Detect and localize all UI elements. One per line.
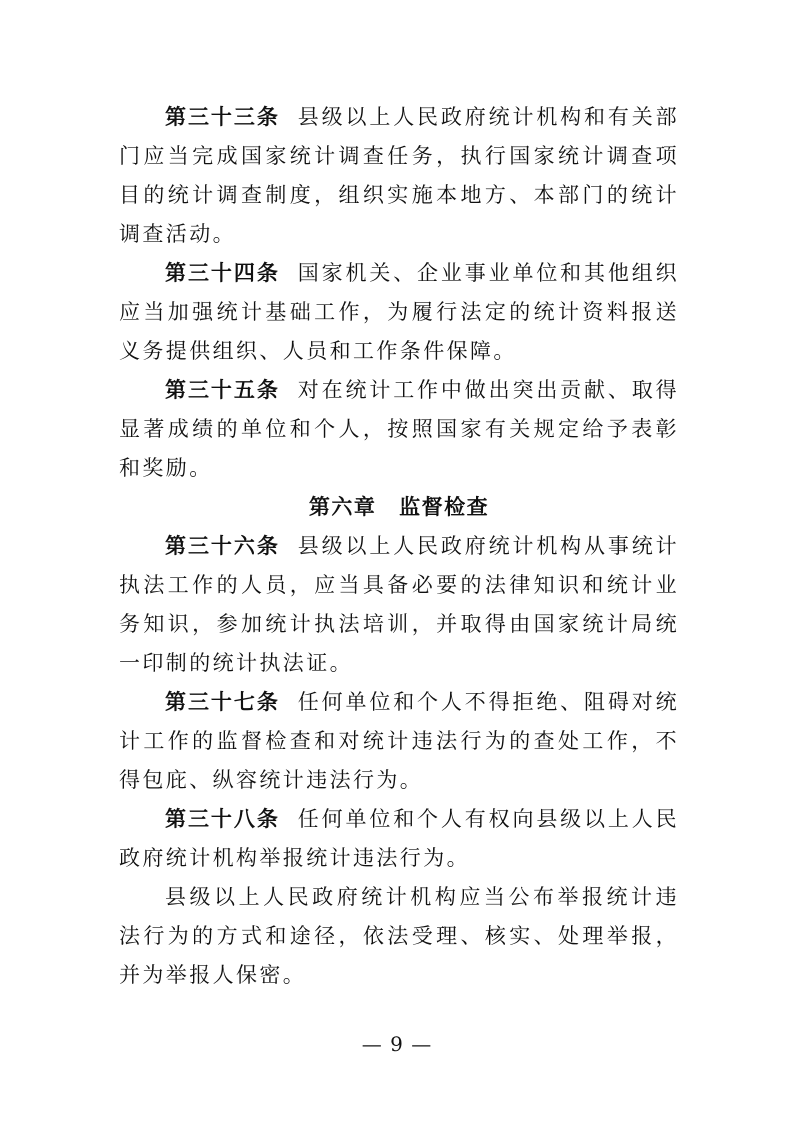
article-38: [119, 800, 679, 878]
article-text: 县级以上人民政府统计机构从事统计执法工作的人员，应当具备必要的法律知识和统计业务知识，参加统计执法培训，并取得由国家统计局统一印制的统计执法证。: [119, 534, 680, 675]
article-number: 第三十五条: [165, 378, 280, 402]
article-text: 任何单位和个人不得拒绝、阻碍对统计工作的监督检查和对统计违法行为的查处工作，不得包庇、纵容统计违法行为。: [119, 690, 680, 792]
article-35: [119, 371, 679, 488]
article-number: 第三十四条: [165, 261, 280, 285]
article-text: 任何单位和个人有权向县级以上人民政府统计机构举报统计违法行为。: [119, 807, 680, 870]
article-number: 第三十三条: [165, 105, 280, 129]
chapter-heading: 第六章 监督检查: [308, 495, 490, 519]
article-text: 国家机关、企业事业单位和其他组织应当加强统计基础工作，为履行法定的统计资料报送义务提供组织、人员和工作条件保障。: [119, 261, 680, 363]
article-37: [119, 683, 679, 800]
article-number: 第三十六条: [165, 534, 280, 558]
article-text: 县级以上人民政府统计机构和有关部门应当完成国家统计调查任务，执行国家统计调查项目的统计调查制度，组织实施本地方、本部门的统计调查活动。: [119, 105, 680, 246]
page-body: [119, 98, 679, 995]
page-number: — 9 —: [361, 1032, 433, 1056]
article-text: 对在统计工作中做出突出贡献、取得显著成绩的单位和个人，按照国家有关规定给予表彰和奖励。: [119, 378, 680, 480]
article-36: [119, 527, 679, 683]
article-number: 第三十七条: [165, 690, 280, 714]
article-33: [119, 98, 679, 254]
article-number: 第三十八条: [165, 807, 280, 831]
article-34: [119, 254, 679, 371]
article-38-paragraph-2: 县级以上人民政府统计机构应当公布举报统计违法行为的方式和途径，依法受理、核实、处理举报，并为举报人保密。: [119, 885, 679, 987]
